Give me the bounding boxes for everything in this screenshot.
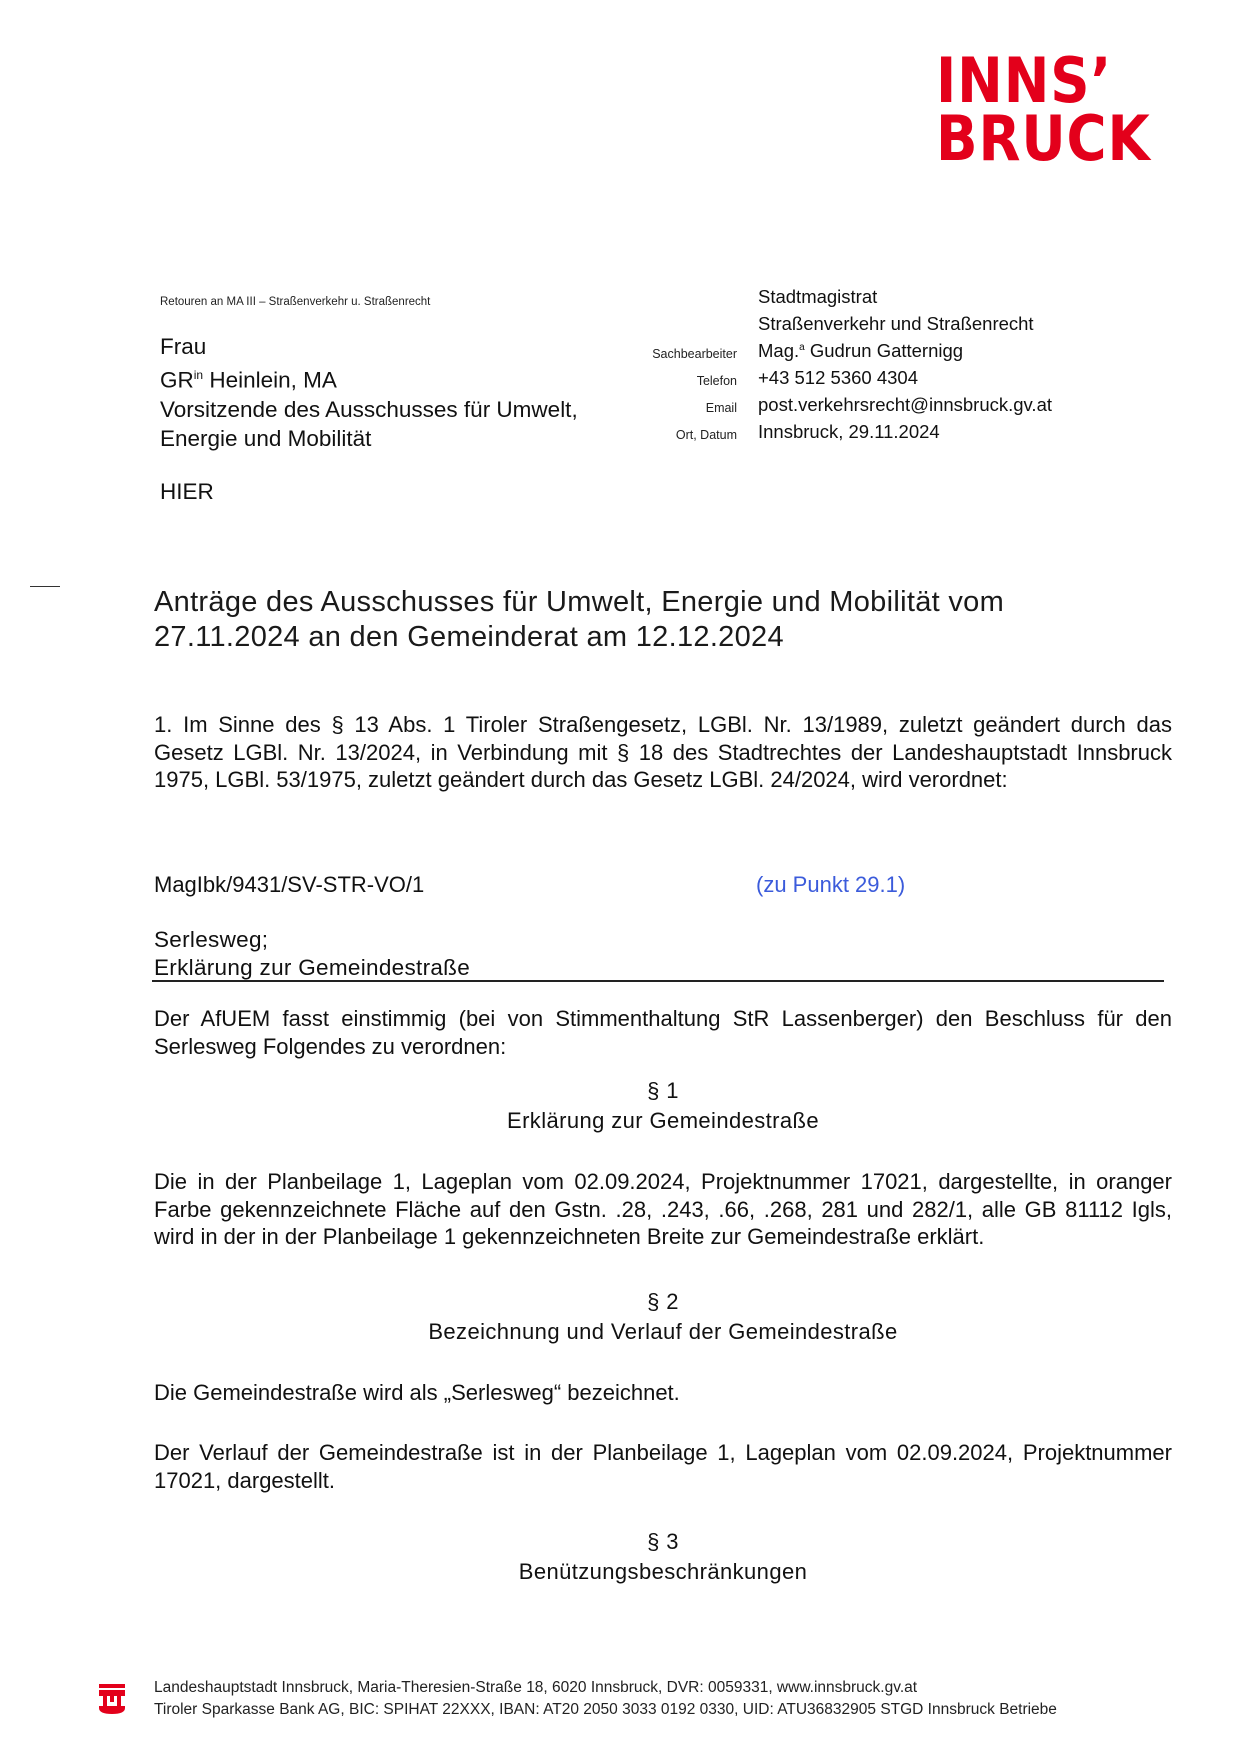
section-3-heading — [154, 1527, 1172, 1587]
reference-number: MagIbk/9431/SV-STR-VO/1 — [154, 872, 425, 897]
logo-line-2: BRUCK — [936, 102, 1151, 175]
footer-address: Landeshauptstadt Innsbruck, Maria-Theresien-Straße 18, 6020 Innsbruck, DVR: 0059331, www.innsbruck.gv.at — [154, 1679, 918, 1696]
section-2-paragraph-2: Der Verlauf der Gemeindestraße ist in der Planbeilage 1, Lageplan vom 02.09.2024, Projektnummer 17021, dargestellt. — [154, 1440, 1172, 1493]
recipient-role-2: Energie und Mobilität — [160, 425, 372, 451]
recipient-salutation: Frau — [160, 334, 207, 359]
subject-topic: Erklärung zur Gemeindestraße — [154, 955, 471, 980]
recipient-role-1: Vorsitzende des Ausschusses für Umwelt, — [160, 396, 578, 422]
section-1-title: Erklärung zur Gemeindestraße — [507, 1108, 819, 1133]
ort-datum-label: Ort, Datum — [675, 428, 737, 442]
subject-street: Serlesweg; — [154, 927, 269, 952]
telefon-label: Telefon — [696, 374, 737, 388]
sachbearbeiter-value: Mag.$^a$ Gudrun Gatternigg — [758, 340, 964, 361]
section-1-heading — [154, 1076, 1172, 1136]
subject — [154, 926, 470, 982]
section-2-heading — [154, 1287, 1172, 1347]
footer — [154, 1677, 1057, 1721]
section-2-number: § 2 — [647, 1289, 679, 1314]
sachbearbeiter-label: Sachbearbeiter — [652, 347, 737, 361]
email-label: Email — [705, 401, 737, 415]
email-value[interactable]: post.verkehrsrecht@innsbruck.gv.at — [758, 394, 1053, 415]
sender-division: Straßenverkehr und Straßenrecht — [758, 313, 1034, 334]
decision-paragraph: Der AfUEM fasst einstimmig (bei von Stimmenthaltung StR Lassenberger) den Beschluss für den Serlesweg Folgendes zu verordnen: — [154, 1006, 1172, 1059]
ort-datum-value: Innsbruck, 29.11.2024 — [758, 421, 940, 442]
section-3-title: Benützungsbeschränkungen — [518, 1559, 808, 1584]
innsbruck-logo — [936, 44, 1176, 175]
recipient-address — [160, 332, 578, 453]
city-coat-of-arms-icon — [98, 1683, 126, 1715]
recipient-name: $GR^{in}$ Heinlein, MA — [160, 367, 337, 393]
return-address: Retouren an MA III – Straßenverkehr u. Straßenrecht — [160, 296, 431, 308]
sender-department: Stadtmagistrat — [758, 286, 878, 307]
agenda-point-link[interactable]: (zu Punkt 29.1) — [756, 872, 906, 897]
section-3-number: § 3 — [647, 1529, 679, 1554]
section-2-title: Bezeichnung und Verlauf der Gemeindestraße — [428, 1319, 898, 1344]
intro-paragraph: 1. Im Sinne des § 13 Abs. 1 Tiroler Straßengesetz, LGBl. Nr. 13/1989, zuletzt geändert durch das Gesetz LGBl. Nr. 13/2024, in Verbindung mit § 18 des Stadtrechtes der Landeshauptstadt Innsbruck 1975, LGBl. 53/1975, zuletzt geändert durch das Gesetz LGBl. 24/2024, wird verordnet: — [154, 712, 1172, 792]
telefon-value: +43 512 5360 4304 — [758, 367, 918, 388]
section-2-paragraph-1: Die Gemeindestraße wird als „Serlesweg“ bezeichnet. — [154, 1380, 680, 1405]
logo-line-1: INNS’ — [936, 44, 1113, 117]
recipient-hier: HIER — [160, 479, 214, 504]
footer-bank: Tiroler Sparkasse Bank AG, BIC: SPIHAT 22XXX, IBAN: AT20 2050 3033 0192 0330, UID: ATU36832905 STGD Innsbruck Betriebe — [154, 1701, 1057, 1718]
divider — [152, 980, 1164, 982]
section-1-number: § 1 — [647, 1078, 679, 1103]
section-1-paragraph: Die in der Planbeilage 1, Lageplan vom 02.09.2024, Projektnummer 17021, dargestellte, in oranger Farbe gekennzeichnete Fläche auf den Gstn. .28, .243, .66, .268, 281 und 282/1, alle GB 81112 Igls, wird in der in der Planbeilage 1 gekennzeichneten Breite zur Gemeindestraße erklärt. — [154, 1169, 1172, 1249]
document-title: Anträge des Ausschusses für Umwelt, Energie und Mobilität vom 27.11.2024 an den Gemeinderat am 12.12.2024 — [154, 586, 1005, 653]
fold-mark — [30, 586, 60, 587]
